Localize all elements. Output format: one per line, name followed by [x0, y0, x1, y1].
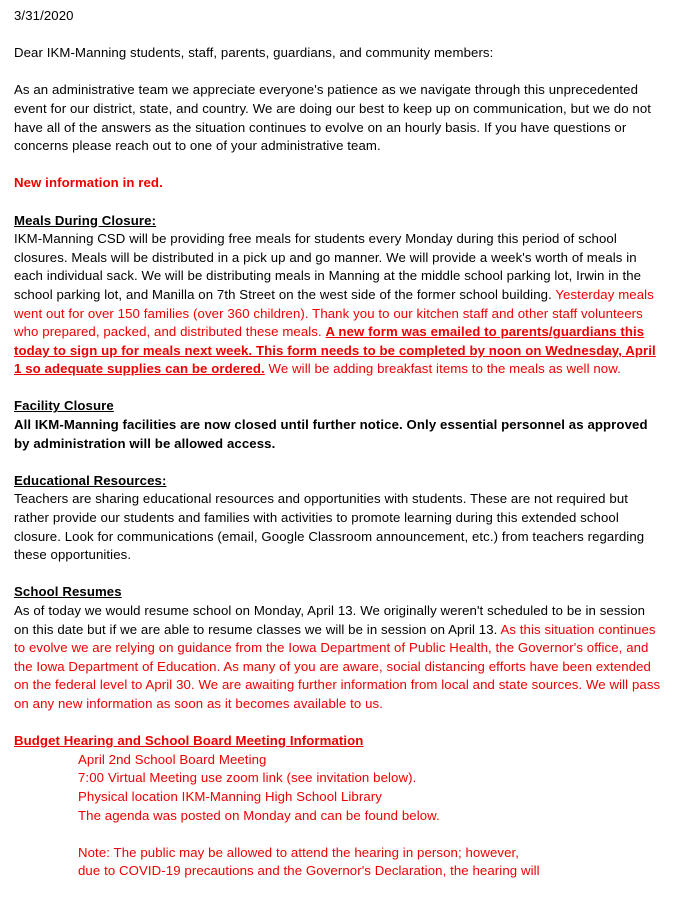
budget-detail-line: April 2nd School Board Meeting [78, 751, 267, 767]
school-resumes-heading: School Resumes [14, 584, 122, 600]
facility-closure-paragraph: All IKM-Manning facilities are now closed until further notice. Only essential personnel as approved by administration will be allowed access. [14, 417, 648, 451]
budget-note-line: due to COVID-19 precautions and the Governor's Declaration, the hearing will [78, 863, 540, 879]
educational-resources-heading: Educational Resources: [14, 472, 167, 488]
resumes-text-black: As of today we would resume school on Monday, April 13. We originally weren't scheduled to be in session on this date but if we are able to resume classes we will be in session on April 13. [14, 603, 646, 637]
meals-closure-heading: Meals During Closure: [14, 212, 157, 228]
school-resumes-paragraph [14, 602, 661, 714]
facility-closure-heading: Facility Closure [14, 398, 114, 414]
meals-text-red: Yesterday meals went out for over 150 families (over 360 children). Thank you to our kitchen staff and other staff volunteers who prepared, packed, and distributed these meals. [14, 286, 654, 340]
letter-date: 3/31/2020 [14, 8, 74, 23]
budget-hearing-details [78, 751, 661, 881]
meals-text-red-emphasis: A new form was emailed to parents/guardians this today to sign up for meals next week. This form needs to be completed by noon on Wednesday, April 1 so adequate supplies can be ordered. [14, 324, 656, 377]
intro-paragraph: As an administrative team we appreciate everyone's patience as we navigate through this unprecedented event for our district, state, and country. We are doing our best to keep up on communication, but we do not have all of the answers as the situation continues to evolve on an hourly basis. If you have questions or concerns please reach out to one of your administrative team. [14, 82, 652, 154]
budget-detail-line: Physical location IKM-Manning High School Library [78, 788, 382, 804]
meals-closure-paragraph [14, 230, 661, 379]
red-info-notice: New information in red. [14, 175, 163, 191]
educational-resources-paragraph: Teachers are sharing educational resources and opportunities with students. These are not required but rather provide our students and families with activities to promote learning during this extended school closure. Look for communications (email, Google Classroom announcement, etc.) from teachers regarding these opportunities. [14, 491, 645, 563]
resumes-text-red: As this situation continues to evolve we are relying on guidance from the Iowa Department of Public Health, the Governor's office, and the Iowa Department of Education. As many of you are aware, social distancing efforts have been extended on the federal level to April 30. We are awaiting further information from local and state sources. We will pass on any new information as soon as it becomes available to us. [14, 621, 661, 711]
budget-detail-line: 7:00 Virtual Meeting use zoom link (see invitation below). [78, 770, 417, 786]
budget-hearing-note [78, 844, 661, 881]
meals-text-black: IKM-Manning CSD will be providing free meals for students every Monday during this period of school closures. Meals will be distributed in a pick up and go manner. We will provide a week's worth of meals in each individual sack. We will be distributing meals in Manning at the middle school parking lot, Irwin in the school parking lot, and Manilla on 7th Street on the west side of the former school building. [14, 231, 642, 302]
budget-hearing-heading: Budget Hearing and School Board Meeting Information [14, 733, 364, 749]
budget-detail-line: The agenda was posted on Monday and can be found below. [78, 807, 440, 823]
budget-note-line: Note: The public may be allowed to attend the hearing in person; however, [78, 844, 520, 860]
meals-text-red-tail: We will be adding breakfast items to the meals as well now. [264, 361, 621, 377]
salutation: Dear IKM-Manning students, staff, parents, guardians, and community members: [14, 45, 494, 61]
